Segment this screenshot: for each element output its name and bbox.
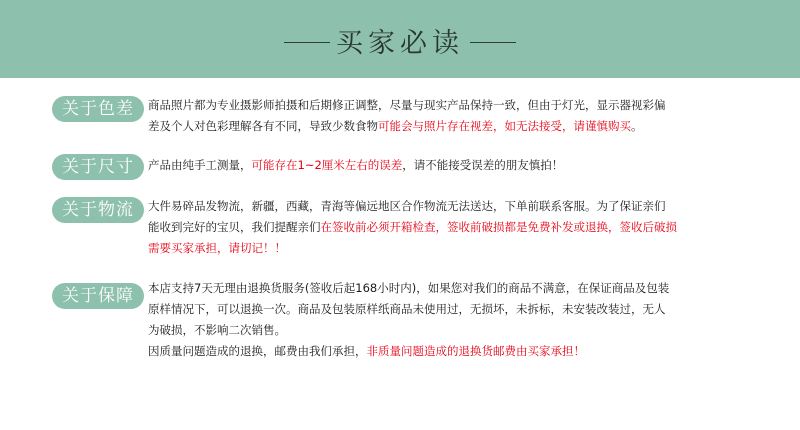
text-line	[148, 217, 748, 238]
text-line	[148, 238, 748, 259]
body-text: 商品照片都为专业摄影师拍摄和后期修正调整，尽量与现实产品保持一致，但由于灯光，显示器视彩偏	[148, 98, 666, 112]
body-text: 产品由纯手工测量，	[148, 158, 252, 172]
title-left-rule	[284, 42, 330, 43]
body-text: 为破损，不影响二次销售。	[148, 323, 286, 337]
section-badge: 关于尺寸	[52, 154, 144, 180]
body-text: 差及个人对色彩理解各有不同，导致少数食物	[148, 119, 378, 133]
text-line	[148, 155, 748, 176]
section-content	[148, 95, 748, 137]
body-text: 本店支持7天无理由退换货服务(签收后起168小时内)，如果您对我们的商品不满意，在保证商品及包装	[148, 281, 670, 295]
highlight-text: 需要买家承担，请切记！！	[148, 241, 286, 255]
text-line	[148, 320, 748, 341]
section-content	[148, 155, 748, 176]
highlight-text: 非质量问题造成的退换货邮费由买家承担！	[366, 344, 585, 358]
page-title: 买家必读	[336, 27, 464, 59]
title-right-rule	[470, 42, 516, 43]
text-line	[148, 116, 748, 137]
text-line	[148, 278, 748, 299]
section-badge: 关于物流	[52, 197, 144, 223]
body-text: 因质量问题造成的退换，邮费由我们承担，	[148, 344, 367, 358]
text-line	[148, 341, 748, 362]
section-content	[148, 196, 748, 259]
body-text: ，请不能接受误差的朋友慎拍！	[402, 158, 564, 172]
text-line	[148, 95, 748, 116]
body-text: 原样情况下，可以退换一次。商品及包装原样纸商品未使用过，无损坏，未拆标，未安装改装过，无人	[148, 302, 666, 316]
section-content	[148, 278, 748, 362]
text-line	[148, 299, 748, 320]
body-text: 。	[631, 119, 643, 133]
highlight-text: 可能会与照片存在视差，如无法接受，请谨慎购买	[378, 119, 631, 133]
body-text: 能收到完好的宝贝，我们提醒亲们	[148, 220, 321, 234]
body-text: 大件易碎品发物流，新疆，西藏，青海等偏远地区合作物流无法送达，下单前联系客服。为了保证亲们	[148, 199, 666, 213]
section-badge: 关于保障	[52, 283, 144, 309]
title-area	[0, 0, 800, 78]
highlight-text: 可能存在1~2厘米左右的误差	[251, 158, 403, 172]
text-line	[148, 196, 748, 217]
highlight-text: 在签收前必须开箱检查，签收前破损都是免费补发或退换，签收后破损	[320, 220, 677, 234]
section-badge: 关于色差	[52, 96, 144, 122]
